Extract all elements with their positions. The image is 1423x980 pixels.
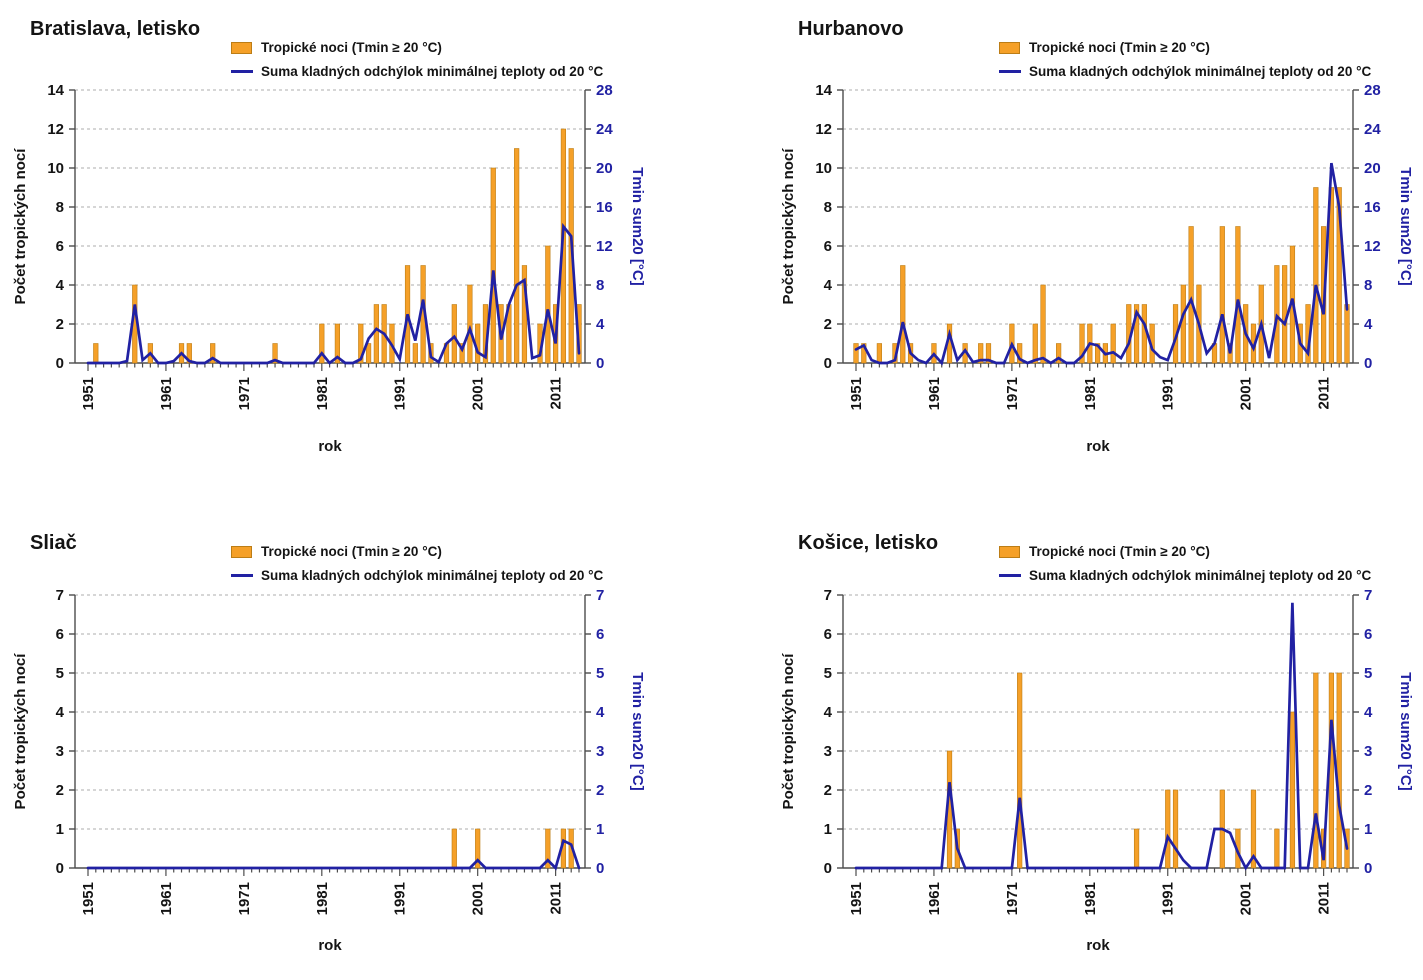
bar-1992 (1173, 790, 1178, 868)
axis-text: 6 (55, 626, 64, 643)
axis-text: 16 (596, 199, 613, 216)
axis-text: 12 (47, 121, 64, 138)
line-series (856, 603, 1347, 868)
axis-text: 1991 (1159, 882, 1177, 916)
axis-text: 1951 (848, 882, 865, 916)
axis-text: 1971 (235, 377, 253, 411)
axis-text: Tmin sum20 [°C] (629, 167, 646, 286)
line-series-path (88, 227, 579, 364)
axis-text: 4 (55, 277, 64, 294)
axis-text: 1991 (1159, 377, 1177, 411)
axis-labels (12, 82, 646, 455)
bar-2010 (1314, 188, 1319, 364)
axis-text: 2 (596, 782, 605, 799)
axis-text: 3 (596, 743, 605, 760)
legend-bars-label: Tropické noci (Tmin ≥ 20 °C) (261, 40, 442, 55)
axis-text: 2001 (1237, 882, 1255, 916)
axis-text: 20 (596, 160, 613, 177)
bar-1988 (374, 305, 379, 364)
bar-2006 (514, 149, 519, 364)
line-series (88, 227, 579, 364)
line-series-path (88, 841, 579, 868)
legend-bars-label: Tropické noci (Tmin ≥ 20 °C) (1029, 544, 1210, 559)
axis-text: 7 (596, 587, 605, 604)
axis-text: 1981 (1081, 377, 1099, 411)
axis-text: 0 (1364, 860, 1373, 877)
axis-text: 1981 (313, 882, 331, 916)
axis-text: 1961 (157, 377, 175, 411)
axis-text: 10 (815, 160, 832, 177)
bar-1957 (900, 266, 905, 364)
bar-2014 (1345, 305, 1350, 364)
bar-1988 (1142, 305, 1147, 364)
axis-text: 4 (55, 704, 64, 721)
axis-text: 5 (823, 665, 832, 682)
axis-text: Počet tropických nocí (12, 148, 29, 305)
axis-text: Tmin sum20 [°C] (629, 672, 646, 791)
axis-text: 3 (823, 743, 832, 760)
bar-1998 (452, 829, 457, 868)
axes (69, 90, 591, 371)
axis-text: 0 (1364, 355, 1373, 372)
legend-line-label: Suma kladných odchýlok minimálnej teploty od 20 °C (1029, 64, 1372, 79)
axis-text: 12 (596, 238, 613, 255)
axis-text: 0 (823, 860, 832, 877)
axes (69, 595, 591, 876)
axis-text: 3 (1364, 743, 1373, 760)
axis-text: 14 (47, 82, 64, 99)
legend-bars-label: Tropické noci (Tmin ≥ 20 °C) (1029, 40, 1210, 55)
axis-labels (780, 82, 1414, 455)
bar-1993 (413, 344, 418, 364)
bars-series (854, 188, 1350, 364)
axis-text: 5 (596, 665, 605, 682)
line-series (856, 163, 1347, 363)
bar-1993 (1181, 285, 1186, 363)
bar-1952 (93, 344, 98, 364)
chart-title-hurbanovo: Hurbanovo (798, 18, 904, 40)
chart-title-kosice: Košice, letisko (798, 532, 939, 554)
bar-1987 (1134, 829, 1139, 868)
axis-text: 1961 (157, 882, 175, 916)
bar-1975 (1041, 285, 1046, 363)
legend-bars-label: Tropické noci (Tmin ≥ 20 °C) (261, 544, 442, 559)
axis-text: 8 (823, 199, 832, 216)
bar-2010 (1314, 673, 1319, 868)
axis-text: rok (1086, 438, 1110, 455)
axis-text: 20 (1364, 160, 1381, 177)
axis-text: 0 (55, 860, 64, 877)
axis-text: 2011 (1315, 377, 1333, 410)
axis-text: Počet tropických nocí (780, 148, 797, 305)
axis-text: 10 (47, 160, 64, 177)
axis-text: 6 (1364, 626, 1373, 643)
axis-text: 0 (596, 355, 605, 372)
bar-1974 (1033, 324, 1038, 363)
bar-2003 (491, 168, 496, 363)
axis-text: Tmin sum20 [°C] (1397, 167, 1414, 286)
axis-text: 2001 (469, 882, 487, 916)
axis-text: 4 (1364, 316, 1373, 333)
axis-text: 6 (55, 238, 64, 255)
axis-text: 2011 (547, 377, 565, 410)
axis-text: 1 (596, 821, 605, 838)
legend-line-label: Suma kladných odchýlok minimálnej teploty od 20 °C (261, 568, 604, 583)
bar-2005 (1275, 829, 1280, 868)
axis-text: 1951 (80, 882, 97, 916)
axis-text: rok (1086, 937, 1110, 954)
axis-text: Počet tropických nocí (780, 653, 797, 810)
axis-text: 1961 (925, 882, 943, 916)
axis-text: 1 (1364, 821, 1373, 838)
chart-title-sliac: Sliač (30, 532, 77, 554)
bar-2013 (1337, 673, 1342, 868)
axis-text: 5 (55, 665, 64, 682)
axis-text: 3 (55, 743, 64, 760)
axis-text: 2011 (1315, 882, 1333, 915)
axis-text: 8 (1364, 277, 1373, 294)
axis-text: 4 (823, 277, 832, 294)
axis-text: 6 (823, 238, 832, 255)
chart-canvas-bratislava (0, 0, 655, 490)
axis-text: 1981 (1081, 882, 1099, 916)
axis-labels (12, 587, 646, 954)
bar-2000 (1236, 227, 1241, 364)
axis-labels (780, 587, 1414, 954)
axis-text: 1 (823, 821, 832, 838)
line-series-path (856, 163, 1347, 363)
axis-text: 1971 (235, 882, 253, 916)
line-series-path (856, 603, 1347, 868)
bar-1991 (1165, 790, 1170, 868)
axis-text: Tmin sum20 [°C] (1397, 672, 1414, 791)
axis-text: 4 (596, 704, 605, 721)
axis-text: 12 (1364, 238, 1381, 255)
axes (837, 90, 1359, 371)
chart-panel-hurbanovo (768, 0, 1423, 490)
axis-text: Počet tropických nocí (12, 653, 29, 810)
axis-text: 2 (1364, 782, 1373, 799)
axis-text: 6 (823, 626, 832, 643)
axis-text: 14 (815, 82, 832, 99)
axis-text: 7 (55, 587, 64, 604)
axis-text: 1991 (391, 882, 409, 916)
line-series (88, 841, 579, 868)
axis-text: 1 (55, 821, 64, 838)
axis-text: 16 (1364, 199, 1381, 216)
axis-text: 7 (1364, 587, 1373, 604)
bars-series (452, 829, 574, 868)
bar-1998 (1220, 227, 1225, 364)
axis-text: 4 (823, 704, 832, 721)
chart-panel-kosice (768, 490, 1423, 980)
axis-text: 28 (1364, 82, 1381, 99)
axis-text: 0 (823, 355, 832, 372)
chart-canvas-sliac (0, 490, 655, 980)
gridlines (843, 595, 1353, 829)
axis-text: 1961 (925, 377, 943, 411)
bar-2010 (546, 246, 551, 363)
axis-text: 24 (1364, 121, 1381, 138)
legend-line-label: Suma kladných odchýlok minimálnej teploty od 20 °C (1029, 568, 1372, 583)
axis-text: 24 (596, 121, 613, 138)
bar-1998 (452, 305, 457, 364)
axis-text: 8 (596, 277, 605, 294)
gridlines (75, 90, 585, 324)
axis-text: 2 (823, 782, 832, 799)
axis-text: 0 (55, 355, 64, 372)
chart-title-bratislava: Bratislava, letisko (30, 18, 201, 40)
axis-text: 1981 (313, 377, 331, 411)
axis-text: rok (318, 438, 342, 455)
axis-text: 4 (1364, 704, 1373, 721)
axis-text: 1951 (848, 377, 865, 411)
axis-text: 28 (596, 82, 613, 99)
chart-panel-sliac (0, 490, 655, 980)
axis-text: 2 (823, 316, 832, 333)
axis-text: 2 (55, 782, 64, 799)
legend-line-label: Suma kladných odchýlok minimálnej teploty od 20 °C (261, 64, 604, 79)
axis-text: 1951 (80, 377, 97, 411)
gridlines (75, 595, 585, 829)
bar-1972 (1017, 673, 1022, 868)
axis-text: 0 (596, 860, 605, 877)
axis-text: 12 (815, 121, 832, 138)
axis-text: 2011 (547, 882, 565, 915)
axis-text: 2001 (469, 376, 487, 411)
axis-text: rok (318, 937, 342, 954)
axes (837, 595, 1359, 876)
chart-canvas-hurbanovo (768, 0, 1423, 490)
bar-1994 (1189, 227, 1194, 364)
axis-text: 1991 (391, 377, 409, 411)
axis-text: 8 (55, 199, 64, 216)
axis-text: 6 (596, 626, 605, 643)
axis-text: 7 (823, 587, 832, 604)
chart-panel-bratislava (0, 0, 655, 490)
chart-canvas-kosice (768, 490, 1423, 980)
bar-2000 (468, 285, 473, 363)
bar-2007 (1290, 712, 1295, 868)
axis-text: 2001 (1237, 376, 1255, 411)
axis-text: 1971 (1003, 882, 1021, 916)
axis-text: 1971 (1003, 377, 1021, 411)
bar-1984 (1111, 324, 1116, 363)
axis-text: 2 (55, 316, 64, 333)
axis-text: 5 (1364, 665, 1373, 682)
axis-text: 4 (596, 316, 605, 333)
bar-1951 (854, 344, 859, 364)
bar-1954 (877, 344, 882, 364)
